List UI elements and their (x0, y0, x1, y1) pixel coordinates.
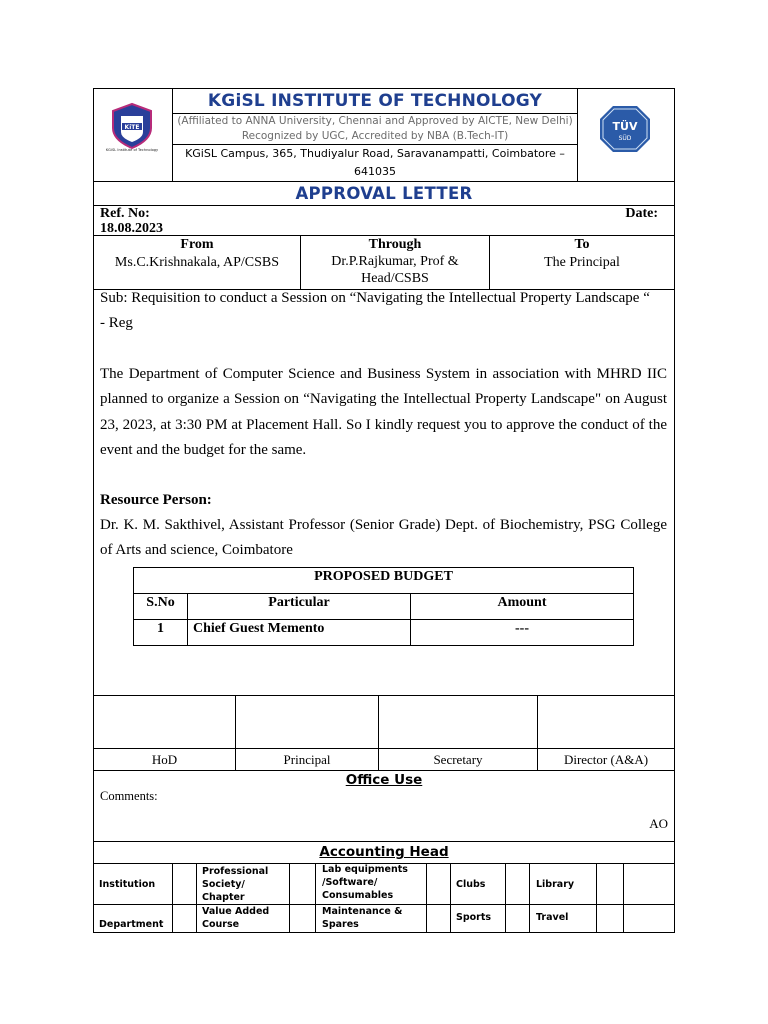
to-label: To (574, 237, 590, 252)
subject (100, 286, 672, 337)
budget-header-amount: Amount (497, 595, 547, 610)
account-checkbox-value-added-course[interactable] (290, 905, 315, 932)
date-label: Date: (625, 206, 658, 221)
account-checkbox-travel[interactable] (597, 905, 623, 932)
through-value-line-2: Head/CSBS (361, 271, 429, 286)
letter-title: APPROVAL LETTER (295, 184, 473, 203)
svg-text:SÜD: SÜD (618, 135, 632, 142)
certification-logo (598, 104, 652, 154)
budget-cell-amount: --- (515, 621, 529, 636)
account-cell-clubs: Clubs (456, 878, 486, 890)
signature-director: Director (A&A) (563, 752, 649, 767)
svg-text:KGiSL Institute of Technology: KGiSL Institute of Technology (105, 148, 159, 152)
through-label: Through (368, 237, 422, 252)
account-cell-travel: Travel (536, 912, 569, 923)
to-cell (490, 236, 674, 272)
campus-address (173, 145, 577, 181)
from-value: Ms.C.Krishnakala, AP/CSBS (114, 255, 280, 270)
body-paragraph: The Department of Computer Science and Business System in association with MHRD IIC planned to organize a Session on “Navigating the Intellectual Property Landscape" on August 23, 2023, at 3:30 PM at Placement Hall. So I kindly request you to approve the conduct of the event and the budget for the same. (100, 366, 667, 458)
account-cell-maintenance: Maintenance & Spares (322, 906, 403, 930)
through-value-line-1: Dr.P.Rajkumar, Prof & (331, 254, 459, 269)
account-cell-lab-equipments: Lab equipments /Software/ Consumables (322, 863, 408, 901)
account-cell-department: Department (99, 919, 164, 930)
budget-cell-particular: Chief Guest Memento (193, 621, 325, 636)
account-cell-institution: Institution (99, 878, 156, 890)
account-checkbox-library[interactable] (597, 864, 623, 904)
account-checkbox-maintenance[interactable] (427, 905, 450, 932)
account-checkbox-lab-equipments[interactable] (427, 864, 450, 904)
campus-line-2: 641035 (354, 165, 396, 178)
account-cell-value-added-course: Value Added Course (202, 906, 270, 930)
budget-header-sno: S.No (146, 595, 175, 610)
account-checkbox-department[interactable] (173, 905, 196, 932)
through-cell (301, 236, 489, 287)
account-cell-professional-society: Professional Society/ Chapter (202, 865, 269, 903)
from-cell (94, 236, 300, 272)
account-checkbox-sports[interactable] (506, 905, 529, 932)
affiliation-text (173, 114, 577, 144)
account-checkbox-clubs[interactable] (506, 864, 529, 904)
institute-name: KGiSL INSTITUTE OF TECHNOLOGY (207, 91, 543, 111)
budget-cell-sno: 1 (157, 621, 164, 636)
date-value: 18.08.2023 (100, 221, 163, 236)
subject-line-1: Sub: Requisition to conduct a Session on “Navigating the Intellectual Property Landscape “ (100, 290, 650, 306)
campus-line-1: KGiSL Campus, 365, Thudiyalur Road, Saravanampatti, Coimbatore – (185, 147, 565, 160)
account-checkbox-institution[interactable] (173, 864, 196, 904)
svg-text:TÜV: TÜV (612, 120, 638, 133)
signature-hod: HoD (151, 752, 178, 767)
resource-heading: Resource Person: (100, 492, 212, 508)
budget-title: PROPOSED BUDGET (314, 569, 453, 584)
budget-header-particular: Particular (268, 595, 330, 610)
accounting-head-title: Accounting Head (319, 844, 449, 860)
affiliation-line-2: Recognized by UGC, Accredited by NBA (B.Tech-IT) (241, 130, 509, 142)
account-checkbox-professional-society[interactable] (290, 864, 315, 904)
subject-line-2: - Reg (100, 315, 133, 332)
to-value: The Principal (544, 255, 620, 270)
ref-no-label: Ref. No: (100, 206, 150, 221)
resource-person: Dr. K. M. Sakthivel, Assistant Professor (Senior Grade) Dept. of Biochemistry, PSG College of Arts and science, Coimbatore (100, 517, 667, 559)
account-cell-library: Library (536, 878, 575, 890)
affiliation-line-1: (Affiliated to ANNA University, Chennai and Approved by AICTE, New Delhi) (177, 115, 573, 127)
signature-principal: Principal (283, 752, 331, 767)
account-cell-sports: Sports (456, 912, 492, 923)
institute-logo (105, 102, 159, 152)
svg-text:KiTE: KiTE (124, 124, 140, 131)
signature-secretary: Secretary (433, 752, 483, 767)
ao-label: AO (649, 816, 668, 831)
comments-label: Comments: (100, 789, 158, 803)
from-label: From (180, 237, 214, 252)
office-use-title: Office Use (345, 772, 423, 788)
